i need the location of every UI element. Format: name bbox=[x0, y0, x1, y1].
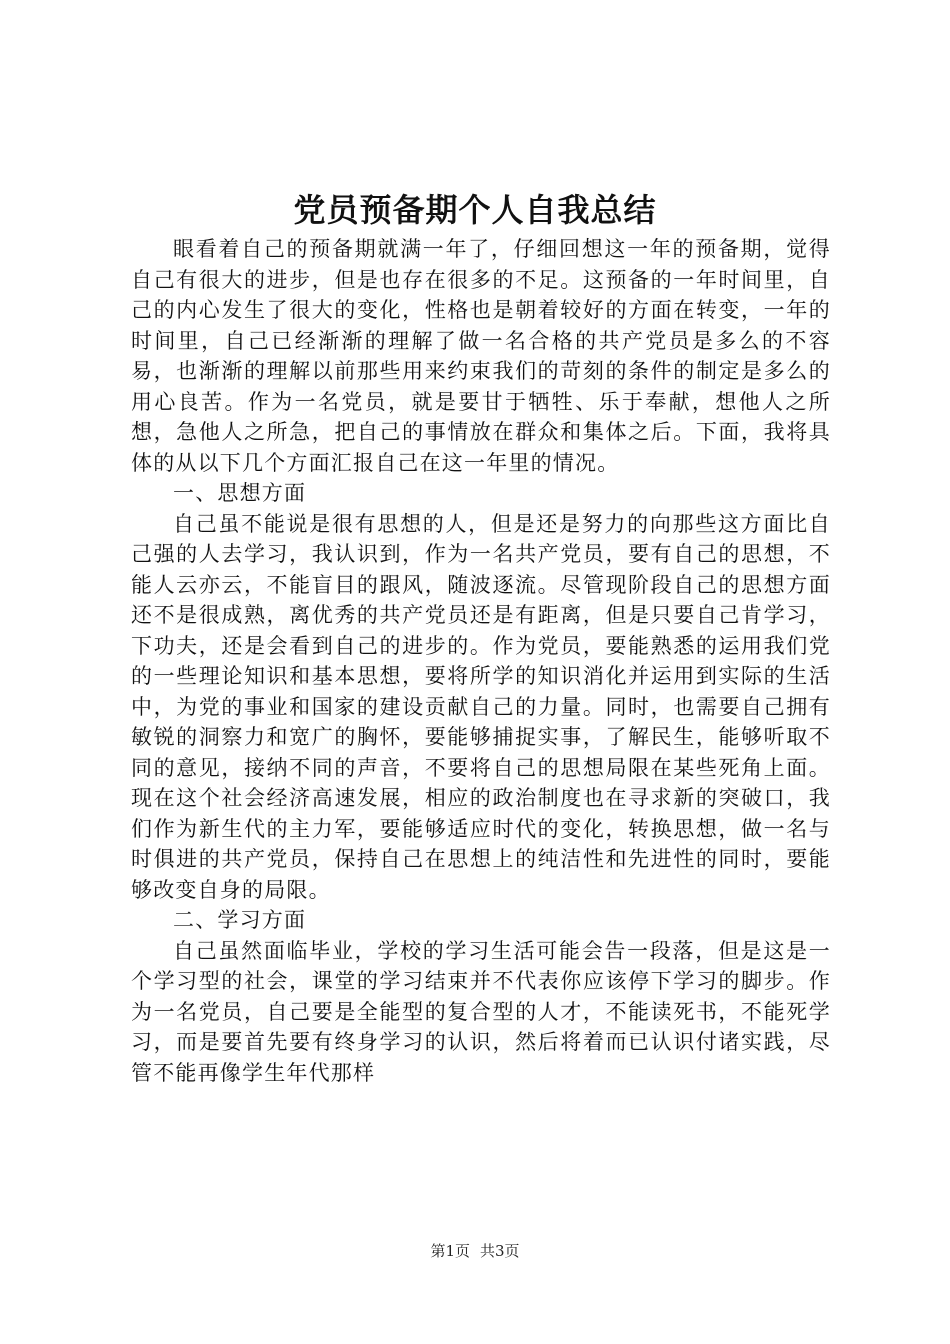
section-heading-thought: 一、思想方面 bbox=[173, 481, 307, 505]
document-title: 党员预备期个人自我总结 bbox=[293, 191, 657, 229]
page-total: 共3页 bbox=[480, 1242, 520, 1260]
paragraph-study: 自己虽然面临毕业，学校的学习生活可能会告一段落，但是这是一个学习型的社会，课堂的学习结束并不代表你应该停下学习的脚步。作为一名党员，自己要是全能型的复合型的人才，不能读死书，不能死学习，而是要首先要有终身学习的认识，然后将着而已认识付诸实践，尽管不能再像学生年代那样 bbox=[131, 938, 831, 1085]
paragraph-intro: 眼看着自己的预备期就满一年了，仔细回想这一年的预备期，觉得自己有很大的进步，但是也存在很多的不足。这预备的一年时间里，自己的内心发生了很大的变化，性格也是朝着较好的方面在转变，一年的时间里，自己已经渐渐的理解了做一名合格的共产党员是多么的不容易，也渐渐的理解以前那些用来约束我们的苛刻的条件的制定是多么的用心良苦。作为一名党员，就是要甘于牺牲、乐于奉献，想他人之所想，急他人之所急，把自己的事情放在群众和集体之后。下面，我将具体的从以下几个方面汇报自己在这一年里的情况。 bbox=[131, 237, 831, 475]
document-body bbox=[131, 234, 831, 1088]
paragraph-thought: 自己虽不能说是很有思想的人，但是还是努力的向那些这方面比自己强的人去学习，我认识到，作为一名共产党员，要有自己的思想，不能人云亦云，不能盲目的跟风，随波逐流。尽管现阶段自己的思想方面还不是很成熟，离优秀的共产党员还是有距离，但是只要自己肯学习，下功夫，还是会看到自己的进步的。作为党员，要能熟悉的运用我们党的一些理论知识和基本思想，要将所学的知识消化并运用到实际的生活中，为党的事业和国家的建设贡献自己的力量。同时，也需要自己拥有敏锐的洞察力和宽广的胸怀，要能够捕捉实事，了解民生，能够听取不同的意见，接纳不同的声音，不要将自己的思想局限在某些死角上面。现在这个社会经济高速发展，相应的政治制度也在寻求新的突破口，我们作为新生代的主力军，要能够适应时代的变化，转换思想，做一名与时俱进的共产党员，保持自己在思想上的纯洁性和先进性的同时，要能够改变自身的局限。 bbox=[131, 511, 831, 902]
section-heading-study: 二、学习方面 bbox=[173, 908, 307, 932]
page-footer bbox=[0, 1241, 950, 1261]
page-number: 第1页 bbox=[430, 1242, 470, 1260]
